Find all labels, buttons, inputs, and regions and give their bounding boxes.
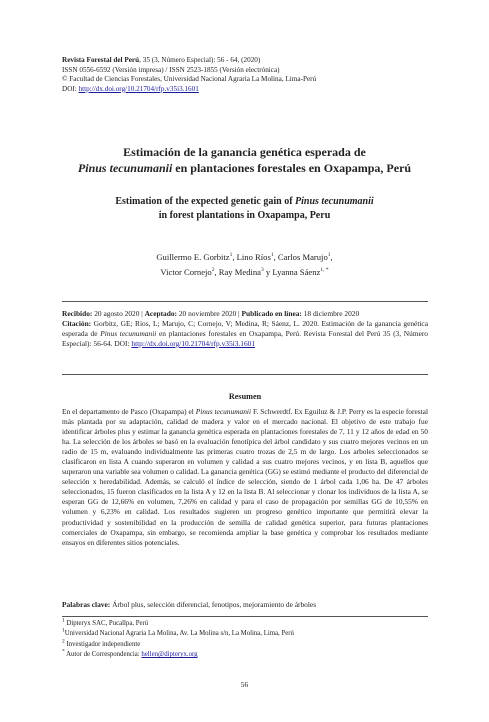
author-name: Lyanna Sáenz <box>272 267 321 277</box>
journal-name: Revista Forestal del Perú <box>62 56 140 64</box>
title-spanish-line1: Estimación de la ganancia genética esperada de <box>123 145 366 159</box>
footnote-mark: 1 <box>62 617 65 624</box>
author-affil: 1 <box>270 252 274 259</box>
dates-line <box>62 309 428 319</box>
keywords-text: Árbol plus, selección diferencial, fenotipos, mejoramiento de árboles <box>110 600 317 609</box>
citation-text: Gorbitz, GE; Ríos, L; Marujo, C; Cornejo, V; Medina, R; Sáenz, L. 2020. Estimación de la ganancia genética esperada de <box>62 319 428 338</box>
title-spanish <box>40 144 449 176</box>
accepted-date: 20 noviembre 2020 | <box>177 309 242 318</box>
doi-line <box>62 85 442 95</box>
author-affil: 1, * <box>320 267 329 274</box>
journal-header <box>62 56 442 94</box>
footnote <box>62 650 428 660</box>
authors-line2 <box>40 265 449 280</box>
title-english-line1 <box>40 195 449 209</box>
footnotes <box>62 619 428 661</box>
citation <box>62 319 428 349</box>
author-name: Victor Cornejo <box>160 267 212 277</box>
published-date: 18 diciembre 2020 <box>301 309 360 318</box>
divider-bottom <box>62 374 428 375</box>
author-name: Carlos Marujo <box>277 252 328 262</box>
citation-label: Citación: <box>62 319 92 328</box>
footnote-mark: * <box>62 648 65 655</box>
title-english-species: Pinus tecunumanii <box>295 196 374 207</box>
authors-line1 <box>40 250 449 265</box>
footnote <box>62 629 428 639</box>
author-affil: 3 <box>261 267 264 274</box>
divider-top <box>62 301 428 302</box>
citation-species: Pinus tecunumanii <box>100 329 157 338</box>
copyright-line: © Facultad de Ciencias Forestales, Universidad Nacional Agraria La Molina, Lima-Perú <box>62 75 317 84</box>
author-sep: , <box>273 252 278 262</box>
author-name: Guillermo E. Gorbitz <box>156 252 230 262</box>
keywords-label: Palabras clave: <box>62 600 111 609</box>
title-spanish-rest: en plantaciones forestales en Oxapampa, Perú <box>172 161 412 175</box>
accepted-label: Aceptado: <box>144 309 178 318</box>
abstract-species: Pinus tecunumanii <box>195 407 252 416</box>
issn-line: ISSN 0556-6592 (Versión impresa) / ISSN 2523-1855 (Versión electrónica) <box>62 65 280 74</box>
doi-label: DOI: <box>62 84 79 93</box>
title-spanish-line2 <box>40 160 449 176</box>
abstract-text: En el departamento de Pasco (Oxapampa) el <box>62 407 196 416</box>
publication-info <box>62 309 428 349</box>
author-name: Lino Ríos <box>236 252 271 262</box>
received-date: 20 agosto 2020 | <box>92 309 145 318</box>
author-affil: 2 <box>211 267 215 274</box>
footnote-text: Investigador independiente <box>64 640 141 648</box>
footnote <box>62 619 428 629</box>
title-english <box>40 195 449 223</box>
title-english-line2: in forest plantations in Oxapampa, Peru <box>158 210 331 221</box>
authors <box>40 250 449 280</box>
title-english-pre: Estimation of the expected genetic gain of <box>115 196 296 207</box>
footnote <box>62 640 428 650</box>
author-sep: , <box>330 252 333 262</box>
author-and: y <box>263 267 273 277</box>
abstract-text: F. Schwerdtf. Ex Eguiluz & J.P. Perry es la especie forestal más plantada por su adaptación, calidad de madera y valor en el mercado nacional. El objetivo de este trabajo fue identificar árboles plus y estimar la ganancia genética esperada en plantaciones forestales de 7, 11 y 12 años de edad en 50 ha. La selección de los árboles se basó en la evaluación fenotípica del árbol candidato y sus cuatro mejores vecinos en un radio de 15 m, evaluando individualmente las primeras cuatro trozas de 2,5 m de largo. Los arboles seleccionados se clasificaron en lista A cuando superaron en volumen y calidad a sus cuatro mejores vecinos, y en lista B, aquellos que superaron una variable sea volumen o calidad. La ganancia genética (GG) se estimó mediante el producto del diferencial de selección x heredabilidad. Además, se calculó el índice de selección, siendo de 1 árbol cada 1,06 ha. De 47 árboles seleccionados, 15 fueron clasificados en la lista A y 12 en la lista B. Al seleccionar y clonar los individuos de la lista A, se esperan GG de 12,66% en volumen, 7,26% en calidad y para el caso de propagación por semillas GG de 10,55% en volumen y 6,23% en calidad. Los resultados sugieren un progreso genético importante que permitirá elevar la productividad y sostenibilidad en la producción de semilla de calidad genética superior, para futuras plantaciones comerciales de Oxapampa, sin embargo, se recomienda ampliar la base genética y comprobar los resultados mediante ensayos en diferentes sitios potenciales. <box>62 407 429 547</box>
author-name: Ray Medina <box>218 267 261 277</box>
footnote-mark: 1 <box>62 628 65 635</box>
footnote-divider <box>62 616 428 617</box>
footnote-mark: 2 <box>62 638 65 645</box>
received-label: Recibido: <box>62 309 93 318</box>
author-affil: 1 <box>229 252 233 259</box>
page-number: 56 <box>240 680 249 689</box>
citation-text: en plantaciones forestales en Oxapampa, Perú. Revista Forestal del Perú 35 (3, Número Especial): 56-64. DOI: <box>62 329 429 348</box>
author-sep: , <box>232 252 237 262</box>
journal-line <box>62 56 442 66</box>
footnote-text: Autor de Correspondencia: <box>64 651 142 659</box>
abstract-body <box>62 407 428 548</box>
abstract-heading: Resumen <box>228 392 262 401</box>
volume-info: , 35 (3, Número Especial): 56 - 64, (2020) <box>139 56 261 64</box>
author-sep: , <box>214 267 219 277</box>
title-species: Pinus tecunumanii <box>77 161 173 175</box>
author-affil: 1 <box>327 252 331 259</box>
keywords <box>62 600 428 610</box>
citation-doi-link[interactable]: http://dx.doi.org/10.21704/rfp.v35i3.1601 <box>131 339 256 348</box>
footnote-text: Universidad Nacional Agraria La Molina, Av. La Molina s/n, La Molina, Lima, Perú <box>64 630 294 638</box>
doi-link[interactable]: http://dx.doi.org/10.21704/rfp.v35i3.1601 <box>78 84 199 93</box>
footnote-text: Dipteryx SAC, Pucallpa, Perú <box>64 620 149 627</box>
published-label: Publicado en línea: <box>241 309 302 318</box>
email-link[interactable]: hellen@dipteryx.org <box>141 651 198 659</box>
